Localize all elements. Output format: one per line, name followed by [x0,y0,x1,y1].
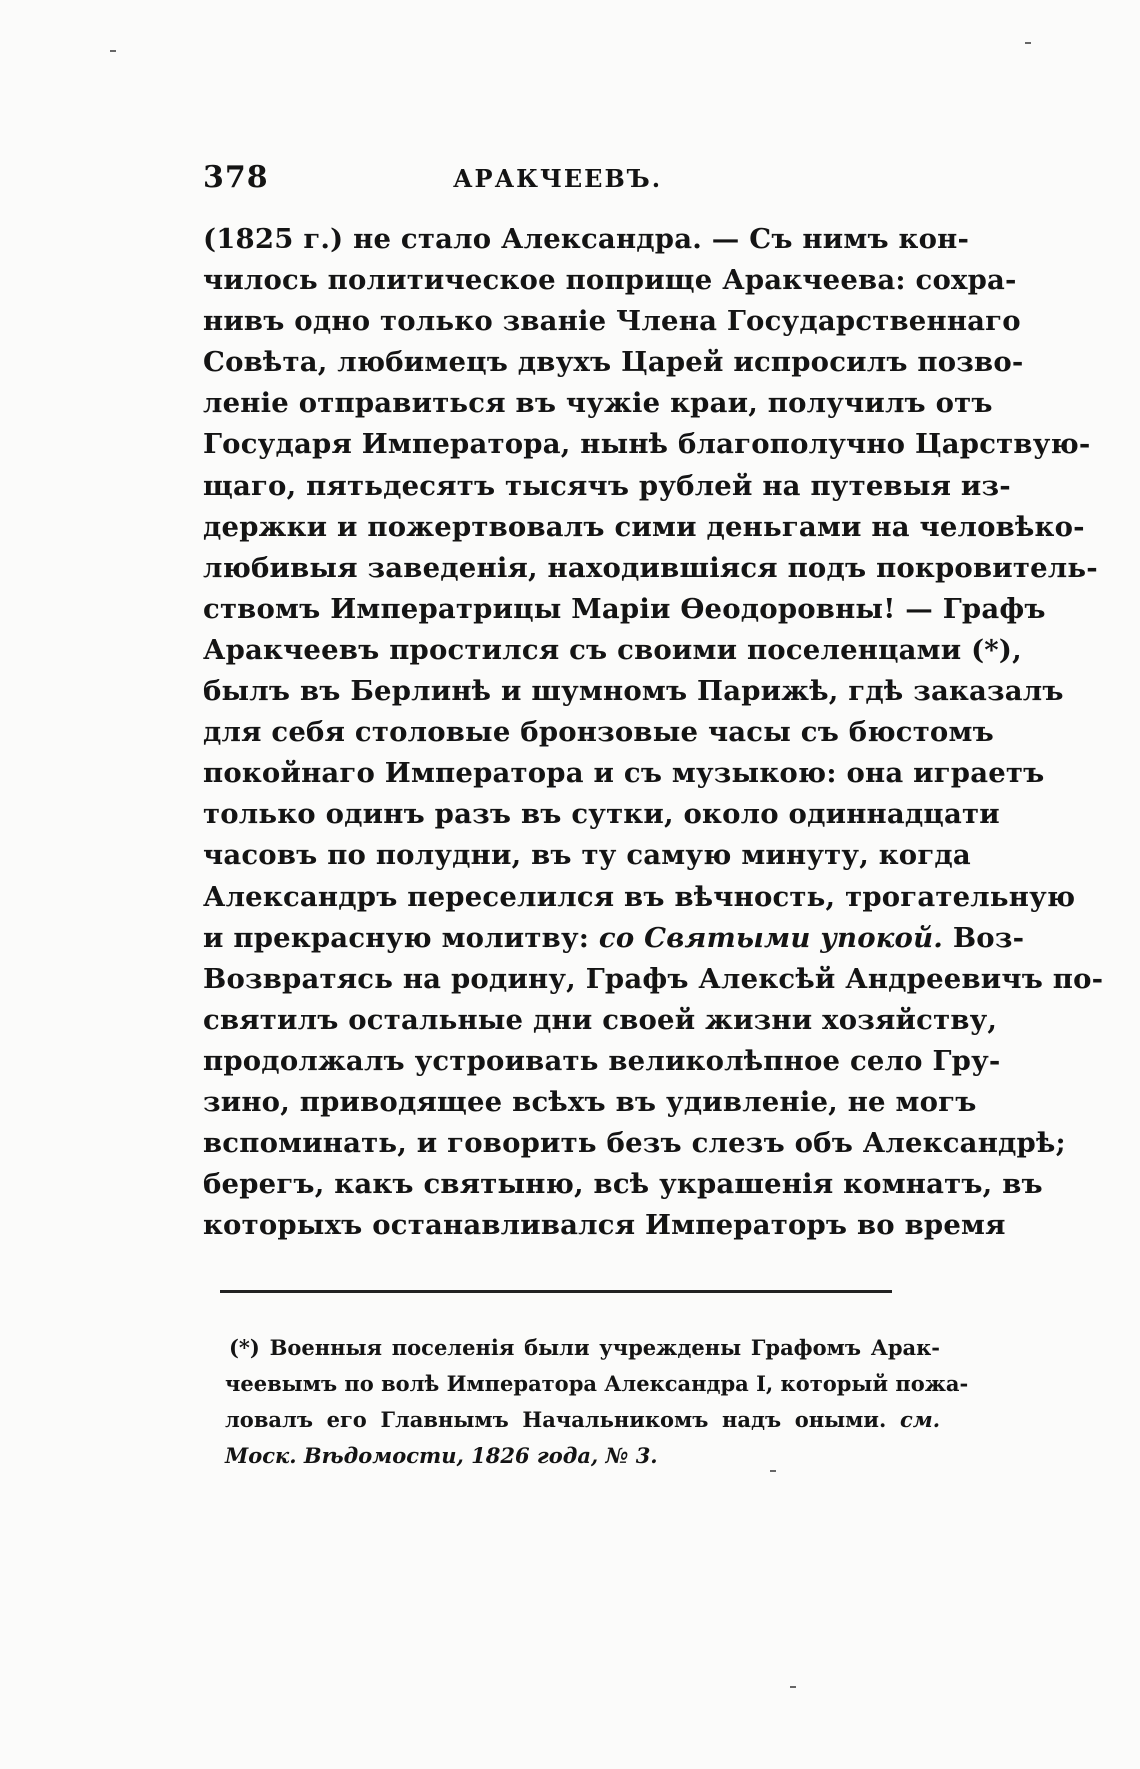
page-header [203,160,943,200]
text-line: Аракчеевъ простился съ своими поселенцами (*), [203,633,1022,666]
text-line: зино, приводящее всѣхъ въ удивленіе, не могъ [203,1085,977,1118]
text-line: нивъ одно только званіе Члена Государственнаго [203,305,1021,338]
italic-phrase: со Святыми упокой. [598,921,944,954]
running-title: АРАКЧЕЕВЪ. [453,164,663,193]
footnote-line-with-citation [225,1402,940,1438]
text-line: Совѣта, любимецъ двухъ Царей испросилъ позво- [203,346,1024,379]
text-line: (1825 г.) не стало Александра. — Съ нимъ кон- [203,223,970,255]
text-line: только одинъ разъ въ сутки, около одиннадцати [203,798,1000,831]
text-line-with-italic [203,918,1025,959]
text-line: любивыя заведенія, находившіяся подъ покровитель- [203,551,1098,584]
text-line: чилось политическое поприще Аракчеева: сохра- [203,264,1017,297]
text-line: святилъ остальные дни своей жизни хозяйству, [203,1003,998,1036]
print-speck [1025,42,1031,44]
print-speck [790,1686,796,1688]
text-line: Государя Императора, нынѣ благополучно Царствую- [203,428,1091,461]
footnote-line: чеевымъ по волѣ Императора Александра I, который пожа- [225,1371,969,1396]
text-line: продолжалъ устроивать великолѣпное село Гру- [203,1044,1001,1077]
text-line: Возвратясь на родину, Графъ Алексѣй Андреевичъ по- [203,962,1104,995]
footnote [225,1330,969,1474]
page-number: 378 [203,160,269,195]
footnote-line: (*) Военныя поселенія были учреждены Графомъ Арак- [229,1335,940,1360]
text-line: щаго, пятьдесятъ тысячъ рублей на путевыя из- [203,469,1011,502]
citation-abbrev: см. [899,1407,940,1432]
footnote-separator [220,1290,892,1293]
text-segment: ловалъ его Главнымъ Начальникомъ надъ оными. [225,1407,900,1432]
text-line: ствомъ Императрицы Маріи Ѳеодоровны! — Графъ [203,592,1046,625]
body-text [203,219,1104,1246]
text-line: часовъ по полудни, въ ту самую минуту, когда [203,839,971,872]
text-line: леніе отправиться въ чужіе краи, получилъ отъ [203,387,993,420]
text-line: вспоминать, и говорить безъ слезъ объ Александрѣ; [203,1127,1066,1160]
text-line: Александръ переселился въ вѣчность, трогательную [203,880,1076,913]
footnote-source: Моск. Вѣдомости, 1826 года, № 3. [225,1443,658,1468]
text-line: держки и пожертвовалъ сими деньгами на человѣко- [203,510,1085,543]
print-speck [770,1470,776,1472]
text-line: берегъ, какъ святыню, всѣ украшенія комнатъ, въ [203,1168,1043,1201]
text-line: покойнаго Императора и съ музыкою: она играетъ [203,757,1045,790]
print-speck [110,50,116,52]
text-line: для себя столовые бронзовые часы съ бюстомъ [203,716,994,749]
text-segment: и прекрасную молитву: [203,921,599,954]
text-line: былъ въ Берлинѣ и шумномъ Парижѣ, гдѣ заказалъ [203,675,1064,708]
text-line: которыхъ останавливался Императоръ во время [203,1209,1006,1242]
text-segment: Воз- [943,921,1025,954]
